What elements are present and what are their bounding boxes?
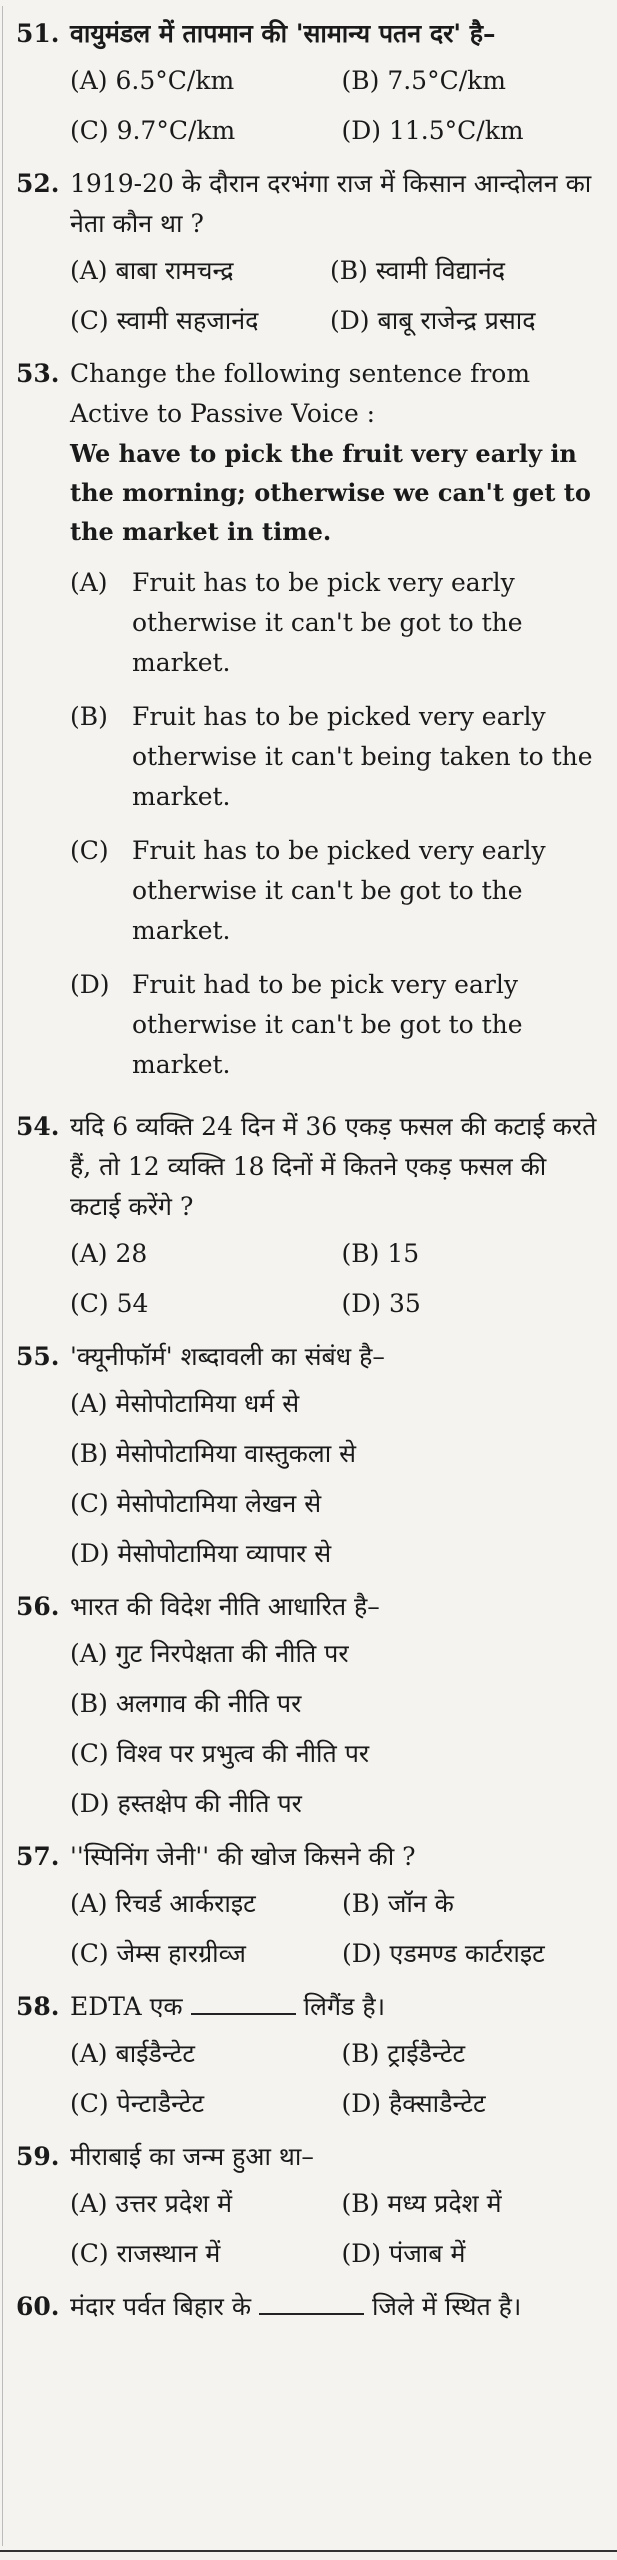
question-number: 56. <box>16 1592 60 1621</box>
option-b: (B) 7.5°C/km <box>341 66 506 95</box>
option-d <box>70 965 603 1085</box>
option-b: (B) मध्य प्रदेश में <box>341 2189 502 2218</box>
option-label: (D) <box>70 970 110 999</box>
option-a: (A) मेसोपोटामिया धर्म से <box>70 1389 300 1418</box>
question-53 <box>16 354 603 1099</box>
question-54 <box>16 1107 603 1329</box>
question-56 <box>16 1587 603 1829</box>
question-text-before: मंदार पर्वत बिहार के <box>70 2292 252 2321</box>
option-d: (D) बाबू राजेन्द्र प्रसाद <box>330 306 536 335</box>
question-text: भारत की विदेश नीति आधारित है– <box>70 1592 380 1621</box>
option-d: (D) 11.5°C/km <box>341 116 524 145</box>
option-c: (C) पेन्टाडैन्टेट <box>70 2089 205 2118</box>
option-b: (B) अलगाव की नीति पर <box>70 1689 302 1718</box>
option-b <box>70 697 603 817</box>
question-text-after: जिले में स्थित है। <box>371 2292 522 2321</box>
option-b: (B) स्वामी विद्यानंद <box>330 256 506 285</box>
question-number: 59. <box>16 2142 60 2171</box>
question-57 <box>16 1837 603 1979</box>
option-a: (A) गुट निरपेक्षता की नीति पर <box>70 1639 349 1668</box>
option-c: (C) विश्व पर प्रभुत्व की नीति पर <box>70 1739 370 1768</box>
option-d: (D) मेसोपोटामिया व्यापार से <box>70 1539 332 1568</box>
question-text: वायुमंडल में तापमान की 'सामान्य पतन दर' है– <box>70 19 496 48</box>
options <box>70 246 603 346</box>
option-d: (D) हैक्साडैन्टेट <box>341 2089 486 2118</box>
question-text-before: EDTA एक <box>70 1992 183 2021</box>
options <box>70 1229 603 1329</box>
question-number: 53. <box>16 359 60 388</box>
option-a: (A) उत्तर प्रदेश में <box>70 2189 233 2218</box>
question-number: 51. <box>16 19 60 48</box>
options <box>70 1629 603 1829</box>
question-text: Change the following sentence from Active to Passive Voice : <box>70 359 531 428</box>
question-number: 60. <box>16 2292 60 2321</box>
option-b: (B) 15 <box>341 1239 420 1268</box>
option-text: Fruit has to be picked very early otherwise it can't be got to the market. <box>132 836 546 945</box>
option-b: (B) जॉन के <box>342 1889 454 1918</box>
question-58 <box>16 1987 603 2129</box>
option-a <box>70 563 603 683</box>
options <box>70 1879 603 1979</box>
question-number: 58. <box>16 1992 60 2021</box>
options <box>70 2029 603 2129</box>
question-text <box>70 1987 603 2027</box>
question-60 <box>16 2287 603 2327</box>
option-c: (C) 54 <box>70 1289 149 1318</box>
options <box>70 1379 603 1579</box>
question-number: 55. <box>16 1342 60 1371</box>
option-c: (C) मेसोपोटामिया लेखन से <box>70 1489 322 1518</box>
option-label: (A) <box>70 568 108 597</box>
option-c: (C) राजस्थान में <box>70 2239 221 2268</box>
question-text: यदि 6 व्यक्ति 24 दिन में 36 एकड़ फसल की कटाई करते हैं, तो 12 व्यक्ति 18 दिनों में कितने एकड़ फसल की कटाई करेंगे ? <box>70 1112 597 1221</box>
option-c: (C) स्वामी सहजानंद <box>70 306 259 335</box>
option-d: (D) पंजाब में <box>341 2239 466 2268</box>
option-text: Fruit had to be pick very early otherwise it can't be got to the market. <box>132 970 523 1079</box>
margin-line <box>2 6 3 2546</box>
question-52 <box>16 164 603 346</box>
question-text: मीराबाई का जन्म हुआ था– <box>70 2142 314 2171</box>
option-a: (A) रिचर्ड आर्कराइट <box>70 1889 256 1918</box>
option-b: (B) ट्राईडैन्टेट <box>341 2039 466 2068</box>
question-text: 1919-20 के दौरान दरभंगा राज में किसान आन्दोलन का नेता कौन था ? <box>70 169 592 238</box>
option-text: Fruit has to be picked very early otherwise it can't being taken to the market. <box>132 702 593 811</box>
question-number: 52. <box>16 169 60 198</box>
option-label: (B) <box>70 702 108 731</box>
question-59 <box>16 2137 603 2279</box>
option-a: (A) बाबा रामचन्द्र <box>70 256 234 285</box>
option-b: (B) मेसोपोटामिया वास्तुकला से <box>70 1439 357 1468</box>
fill-in-blank <box>191 2013 296 2015</box>
option-d: (D) एडमण्ड कार्टराइट <box>342 1939 545 1968</box>
option-d: (D) हस्तक्षेप की नीति पर <box>70 1789 302 1818</box>
option-c: (C) 9.7°C/km <box>70 116 236 145</box>
option-label: (C) <box>70 836 109 865</box>
question-number: 57. <box>16 1842 60 1871</box>
question-text: 'क्यूनीफॉर्म' शब्दावली का संबंध है– <box>70 1342 385 1371</box>
question-55 <box>16 1337 603 1579</box>
option-a: (A) बाईडैन्टेट <box>70 2039 195 2068</box>
question-51 <box>16 14 603 156</box>
option-text: Fruit has to be pick very early otherwise it can't be got to the market. <box>132 568 523 677</box>
option-a: (A) 28 <box>70 1239 148 1268</box>
page-bottom-edge <box>0 2550 617 2552</box>
option-a: (A) 6.5°C/km <box>70 66 235 95</box>
question-text: ''स्पिनिंग जेनी'' की खोज किसने की ? <box>70 1842 416 1871</box>
option-c: (C) जेम्स हारग्रीव्ज <box>70 1939 246 1968</box>
option-c <box>70 831 603 951</box>
options <box>70 56 603 156</box>
option-d: (D) 35 <box>341 1289 421 1318</box>
question-number: 54. <box>16 1112 60 1141</box>
question-sentence: We have to pick the fruit very early in the morning; otherwise we can't get to the market in time. <box>70 439 591 546</box>
question-text <box>70 2287 603 2327</box>
question-text-after: लिगैंड है। <box>303 1992 386 2021</box>
options <box>70 2179 603 2279</box>
fill-in-blank <box>259 2313 364 2315</box>
